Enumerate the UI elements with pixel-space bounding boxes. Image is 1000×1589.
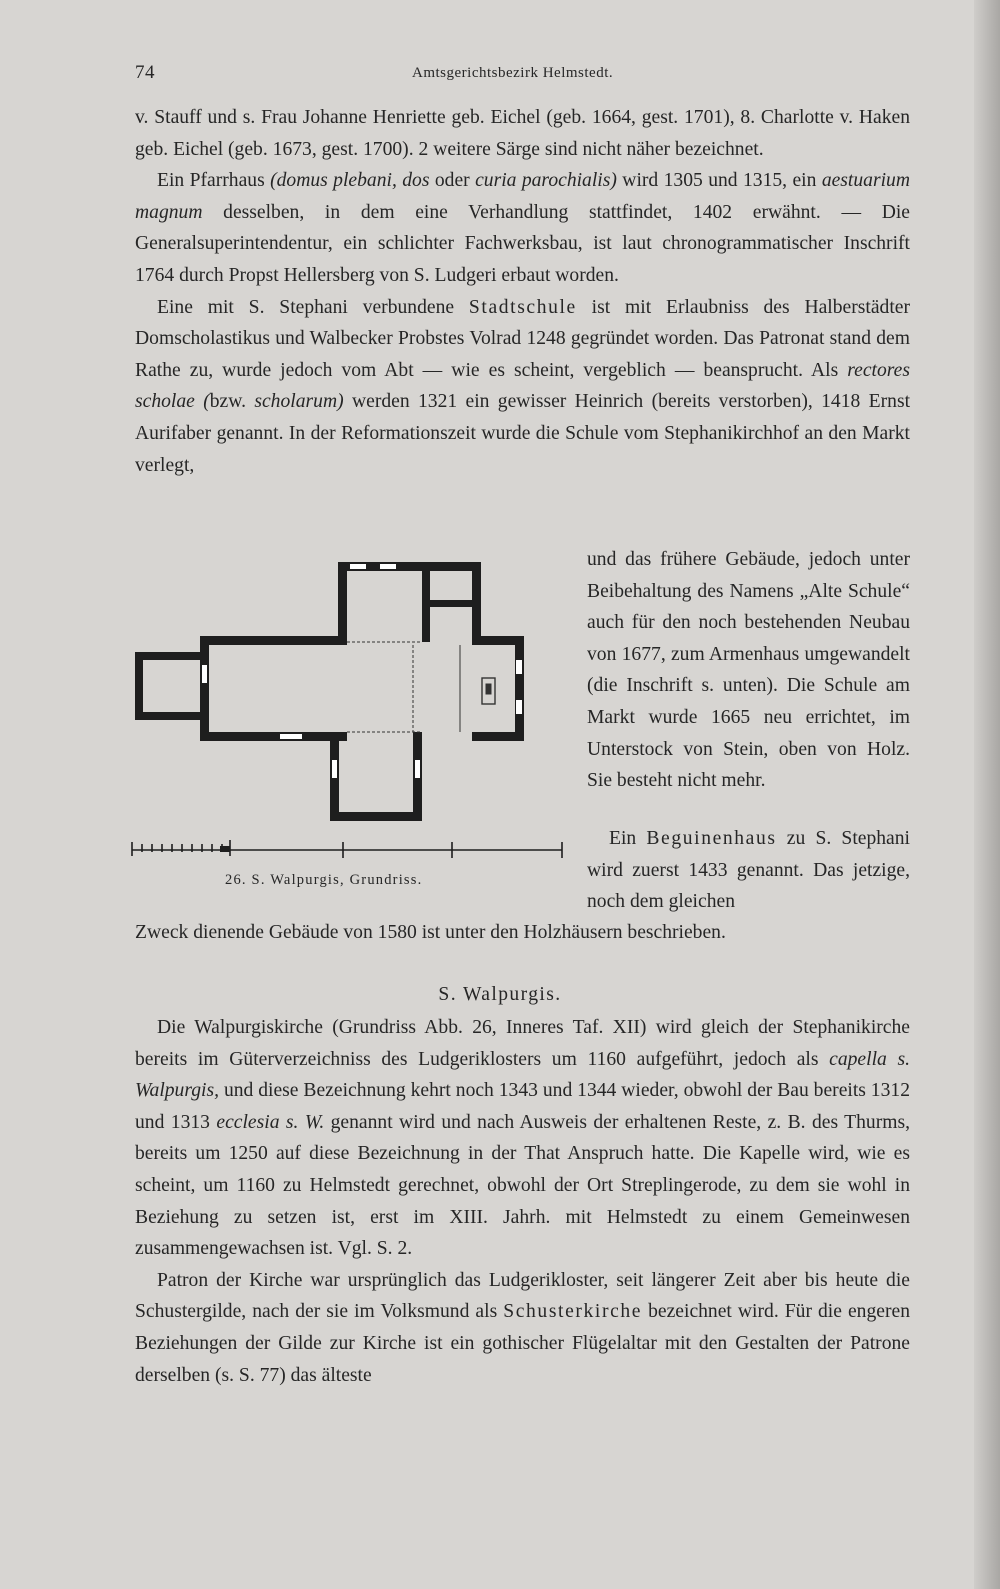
text-run: ist mit Erlaubniss des Halberstädter Domscholastikus und Walbecker Probstes Volrad 1248 gegründet worden. Das Patronat stand dem Rathe zu, wurde jedoch vom Abt — wie es scheint, vergeblich — beansprucht. Als	[135, 296, 910, 381]
text-run: werden 1321 ein gewisser Heinrich (bereits verstorben), 1418 Ernst Aurifaber genannt. In der Reformationszeit wurde die Schule vom Stephanikirchhof an den Markt verlegt,	[135, 391, 911, 476]
spaced-keyword: Schusterkirche	[503, 1301, 643, 1323]
text-run: bzw.	[209, 391, 255, 413]
text-below-figure	[135, 917, 910, 949]
floor-plan-figure	[130, 560, 570, 890]
text-beside-figure-2	[587, 823, 910, 918]
text-run: bezeichnet wird. Für die engeren Beziehungen der Gilde zur Kirche ist ein gothischer Flügelaltar mit den Gestalten der Patrone derselben (s. S. 77) das älteste	[135, 1301, 910, 1386]
paragraph-beguinenhaus-end: Zweck dienende Gebäude von 1580 ist unter den Holzhäusern beschrieben.	[135, 922, 726, 943]
text-beside-figure	[587, 544, 910, 797]
paragraph-stadtschule	[135, 292, 910, 482]
latin-term: aestuarium magnum	[135, 170, 910, 223]
text-block-bottom	[135, 1012, 910, 1391]
paragraph-walpurgiskirche	[135, 1012, 910, 1265]
paragraph-pfarrhaus	[135, 165, 910, 291]
text-run: Patron der Kirche war ursprünglich das Ludgerikloster, seit längerer Zeit aber bis heute die Schustergilde, nach der sie im Volksmund als	[135, 1269, 910, 1323]
section-heading: S. Walpurgis.	[438, 984, 562, 1005]
figure-caption: 26. S. Walpurgis, Grundriss.	[225, 872, 423, 888]
scale-bar	[132, 840, 562, 858]
text-run: genannt wird und nach Ausweis der erhaltenen Reste, z. B. des Thurms, bereits um 1250 auf diese Bezeichnung in der That Anspruch hatte. Die Kapelle wird, wie es scheint, um 1160 zu Helmstedt gerechnet, obwohl der Ort Streplingerode, zu dem sie wohl in Beziehung zu setzen ist, erst im XIII. Jahrh. mit Helmstedt zu einem Gemeinwesen zusammengewachsen ist. Vgl. S. 2.	[135, 1111, 910, 1260]
text-run: Die Walpurgiskirche (Grundriss Abb. 26, Inneres Taf. XII) wird gleich der Stephanikirche bereits im Güterverzeichniss des Ludgeriklosters um 1160 aufgeführt, jedoch als	[135, 1017, 910, 1070]
latin-term: capella s. Walpurgis,	[135, 1048, 911, 1102]
text-run: zu S. Stephani wird zuerst 1433 genannt. Das jetzige, noch dem gleichen	[587, 828, 910, 913]
paragraph-alte-schule: und das frühere Gebäude, jedoch unter Beibehaltung des Namens „Alte Schule“ auch für den noch bestehenden Neubau von 1677, zum Armenhaus umgewandelt (die Inschrift s. unten). Die Schule am Markt wurde 1665 neu errichtet, im Unterstock von Stein, oben von Holz. Sie besteht nicht mehr.	[587, 549, 910, 792]
latin-term: curia parochialis)	[475, 170, 617, 192]
text-run: Ein Pfarrhaus	[157, 170, 271, 192]
running-title: Amtsgerichtsbezirk Helmstedt.	[412, 65, 614, 81]
paragraph-patron	[135, 1265, 910, 1391]
floor-plan-drawing	[130, 560, 570, 890]
text-run: oder	[429, 170, 476, 192]
floor-plan-walls	[135, 562, 524, 821]
text-run: desselben, in dem eine Verhandlung stattfindet, 1402 erwähnt. — Die Generalsuperintendentur, ein schlichter Fachwerksbau, ist laut chronogrammatischer Inschrift 1764 durch Propst Hellersberg von S. Ludgeri erbaut worden.	[135, 201, 910, 286]
latin-term: ecclesia s. W.	[216, 1111, 325, 1133]
latin-term: (domus plebani, dos	[270, 170, 430, 192]
floor-plan-internal-lines	[347, 642, 495, 732]
spaced-keyword: Stadtschule	[468, 296, 577, 318]
paragraph-coffins: v. Stauff und s. Frau Johanne Henriette geb. Eichel (geb. 1664, gest. 1701), 8. Charlotte v. Haken geb. Eichel (geb. 1673, gest. 1700). 2 weitere Särge sind nicht näher bezeichnet.	[135, 107, 910, 160]
paragraph-beguinenhaus	[587, 823, 910, 918]
page-number: 74	[135, 62, 155, 83]
spaced-keyword: Beguinenhaus	[646, 828, 777, 849]
latin-term: scholarum)	[254, 391, 344, 413]
latin-term: rectores scholae (	[135, 359, 910, 413]
page-header	[135, 60, 910, 90]
scale-bar-mark	[220, 846, 230, 852]
text-run: Ein	[609, 828, 647, 849]
text-run: und diese Bezeichnung kehrt noch 1343 und 1344 wieder, obwohl der Bau bereits 1312 und 1313	[135, 1080, 910, 1133]
text-block-top	[135, 102, 910, 481]
text-run: Eine mit S. Stephani verbundene	[157, 296, 469, 318]
page-edge-shadow	[974, 0, 1000, 1589]
text-run: wird 1305 und 1315, ein	[616, 170, 822, 192]
